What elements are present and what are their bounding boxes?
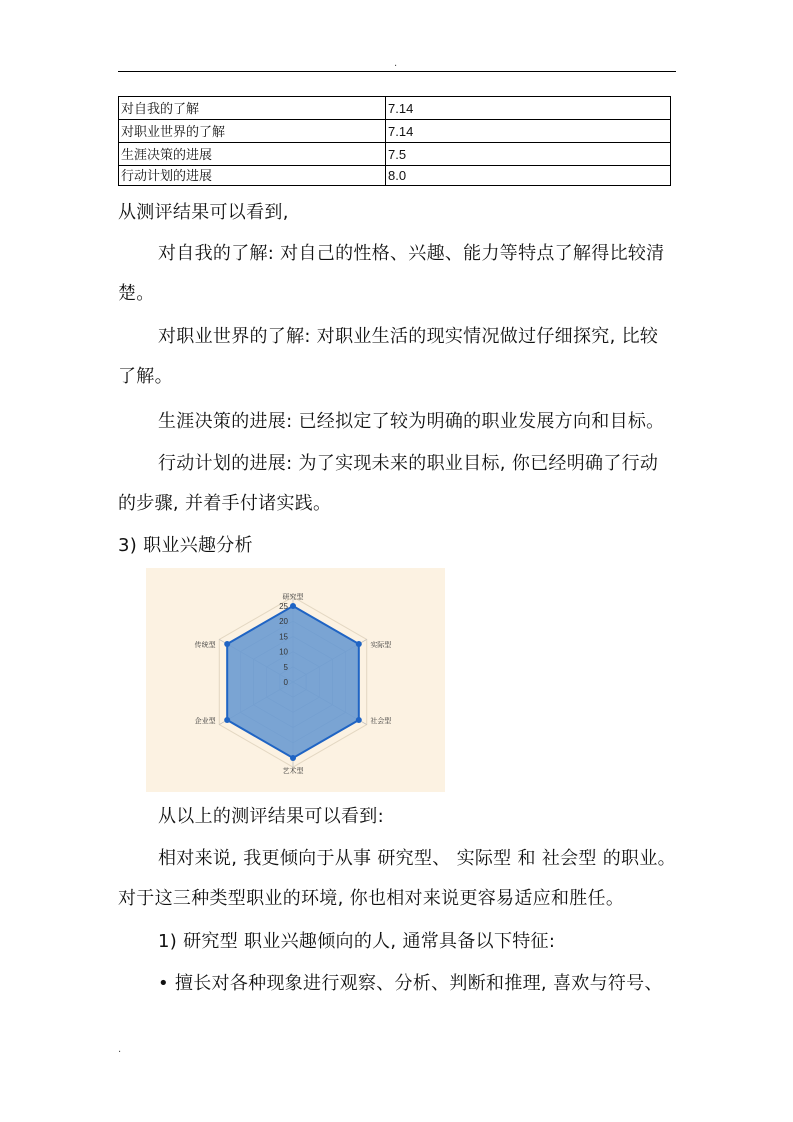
paragraph-preference: 相对来说, 我更倾向于从事 研究型、 实际型 和 社会型 的职业。 对于这三种类型职业的环境, 你也相对来说更容易适应和胜任。 [118, 848, 676, 909]
footer-mark: . [118, 1044, 122, 1055]
radar-series-area [227, 606, 359, 758]
radar-tick-label: 10 [279, 647, 288, 657]
header-rule [118, 71, 676, 72]
table-row [119, 97, 671, 120]
table-cell-value: 7.5 [386, 143, 671, 166]
radar-tick-label: 5 [283, 662, 288, 672]
radar-category-label: 研究型 [282, 593, 304, 601]
bullet-item: • 擅长对各种现象进行观察、分析、判断和推理, 喜欢与符号、 [158, 973, 663, 994]
score-table [118, 96, 671, 186]
header-mark: . [394, 58, 398, 69]
radar-point [290, 603, 296, 609]
section-heading: 3) 职业兴趣分析 [118, 535, 253, 556]
radar-category-label: 实际型 [370, 641, 392, 649]
radar-category-label: 艺术型 [282, 767, 304, 775]
table-cell-value: 7.14 [386, 120, 671, 143]
table-cell-label: 对自我的了解 [119, 97, 386, 120]
paragraph-research-type: 1) 研究型 职业兴趣倾向的人, 通常具备以下特征: [158, 931, 556, 952]
paragraph-intro: 从测评结果可以看到, [118, 202, 289, 223]
radar-point [290, 755, 296, 761]
radar-category-label: 企业型 [194, 717, 216, 725]
radar-category-label: 社会型 [370, 717, 392, 725]
interest-radar-chart [146, 568, 445, 792]
table-row [119, 120, 671, 143]
radar-tick-label: 25 [279, 602, 288, 611]
radar-category-label: 传统型 [194, 641, 216, 649]
radar-point [356, 717, 362, 723]
table-cell-label: 对职业世界的了解 [119, 120, 386, 143]
table-cell-label: 行动计划的进展 [119, 166, 386, 186]
radar-tick-label: 20 [279, 617, 288, 627]
table-cell-label: 生涯决策的进展 [119, 143, 386, 166]
radar-tick-label: 0 [283, 678, 288, 687]
table-row [119, 143, 671, 166]
radar-point [224, 717, 230, 723]
paragraph-career-world: 对职业世界的了解: 对职业生活的现实情况做过仔细探究, 比较了解。 [118, 326, 659, 387]
paragraph-action-plan: 行动计划的进展: 为了实现未来的职业目标, 你已经明确了行动的步骤, 并着手付诸实践。 [118, 453, 659, 514]
table-cell-value: 7.14 [386, 97, 671, 120]
radar-point [356, 641, 362, 647]
radar-point [224, 641, 230, 647]
paragraph-decision-progress: 生涯决策的进展: 已经拟定了较为明确的职业发展方向和目标。 [158, 411, 665, 432]
paragraph-results: 从以上的测评结果可以看到: [158, 806, 384, 827]
table-cell-value: 8.0 [386, 166, 671, 186]
table-row [119, 166, 671, 186]
radar-svg [146, 568, 445, 792]
paragraph-self-understanding: 对自我的了解: 对自己的性格、兴趣、能力等特点了解得比较清楚。 [118, 243, 665, 304]
radar-tick-label: 15 [279, 632, 288, 642]
